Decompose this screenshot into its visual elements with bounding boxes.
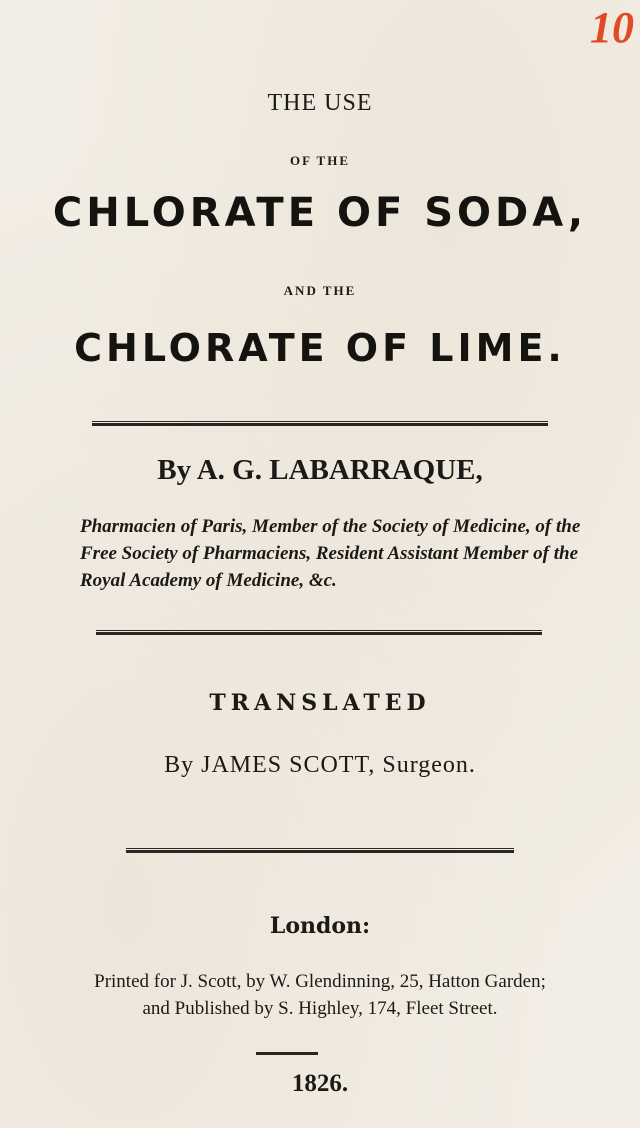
- credentials-line: Free Society of Pharmaciens, Resident Assistant Member of the: [80, 543, 579, 564]
- title-line-of-the: OF THE: [289, 153, 351, 168]
- title-line-and-the: AND THE: [283, 283, 357, 298]
- title-chlorate-of-lime: CHLORATE OF LIME.: [74, 326, 566, 370]
- divider-rule: [126, 848, 514, 853]
- divider-rule: [96, 630, 542, 635]
- translated-label: TRANSLATED: [209, 690, 431, 716]
- publication-year: 1826.: [291, 1070, 349, 1097]
- divider-rule: [92, 421, 548, 426]
- title-line-the-use: THE USE: [267, 90, 373, 116]
- imprint-place: London:: [269, 913, 371, 939]
- title-chlorate-of-soda: CHLORATE OF SODA,: [52, 190, 588, 236]
- credentials-line: Pharmacien of Paris, Member of the Society of Medicine, of the: [80, 516, 581, 537]
- credentials-line: Royal Academy of Medicine, &c.: [80, 570, 337, 591]
- translator-byline: By JAMES SCOTT, Surgeon.: [164, 752, 476, 778]
- imprint-printer: Printed for J. Scott, by W. Glendinning, 25, Hatton Garden;: [94, 971, 546, 992]
- short-rule: [256, 1052, 318, 1055]
- imprint-publisher: and Published by S. Highley, 174, Fleet Street.: [142, 998, 498, 1019]
- author-byline: By A. G. LABARRAQUE,: [157, 454, 483, 486]
- author-credentials: [80, 513, 581, 594]
- page-number: 10: [590, 3, 634, 52]
